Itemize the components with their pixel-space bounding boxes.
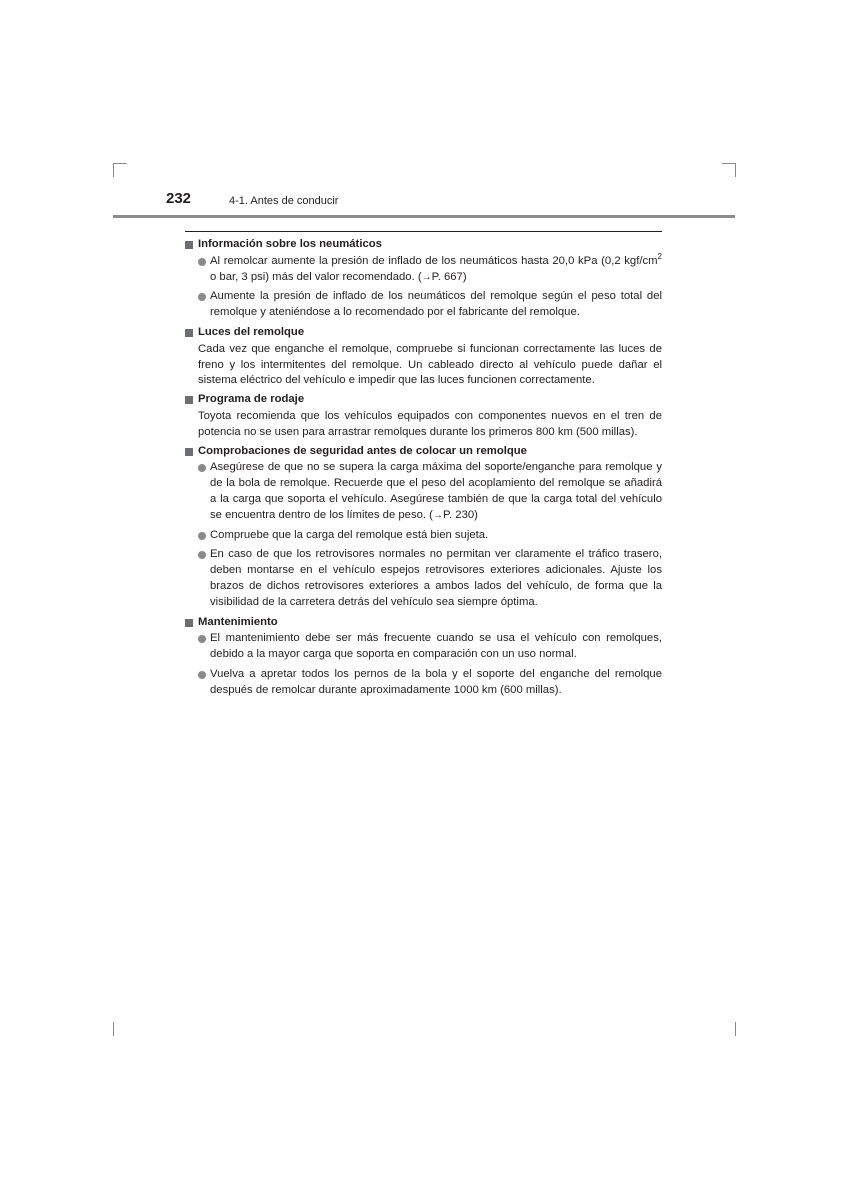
crop-mark-top-left	[113, 163, 127, 164]
crop-mark-top-left	[113, 163, 114, 177]
item-text: Al remolcar aumente la presión de inflado de los neumáticos hasta 20,0 kPa (0,2 kgf/cm	[210, 254, 658, 267]
list-item	[185, 631, 662, 663]
heading-text: Luces del remolque	[198, 325, 305, 338]
list-item	[185, 289, 662, 321]
list-item	[185, 254, 662, 286]
list-item	[185, 667, 662, 699]
square-bullet-icon	[185, 396, 193, 404]
arrow-right-icon: →	[421, 271, 432, 283]
section-heading	[185, 392, 662, 408]
heading-text: Información sobre los neumáticos	[198, 238, 382, 250]
section-tires	[185, 237, 662, 321]
chapter-title: 4-1. Antes de conducir	[229, 195, 339, 207]
section-break-in	[185, 392, 662, 440]
circle-bullet-icon	[198, 671, 206, 679]
section-trailer-lights	[185, 325, 662, 389]
square-bullet-icon	[185, 619, 193, 627]
square-bullet-icon	[185, 448, 193, 456]
circle-bullet-icon	[198, 258, 206, 266]
section-heading	[185, 444, 662, 460]
header-rule	[113, 215, 735, 218]
page-reference-link[interactable]: P. 667)	[431, 270, 467, 283]
item-text: Asegúrese de que no se supera la carga máxima del soporte/enganche para remolque y de la bola de remolque. Recuerde que el peso del acoplamiento del remolque se añadirá a la carga que soporta el vehículo. Asegúrese también de que la carga total del vehículo se encuentra dentro de los límites de peso. (	[210, 461, 662, 521]
circle-bullet-icon	[198, 293, 206, 301]
item-text: En caso de que los retrovisores normales no permitan ver claramente el tráfico trasero, deben montarse en el vehículo espejos retrovisores exteriores adicionales. Ajuste los brazos de dichos retrovisores exteriores a ambos lados del vehículo, de forma que la visibilidad de la carretera detrás del vehículo sea siempre óptima.	[210, 548, 662, 608]
section-maintenance	[185, 615, 662, 699]
page-reference-link[interactable]: P. 230)	[442, 508, 478, 521]
section-heading	[185, 325, 662, 341]
section-safety-checks	[185, 444, 662, 611]
paragraph: Toyota recomienda que los vehículos equipados con componentes nuevos en el tren de potencia no se usen para arrastrar remolques durante los primeros 800 km (500 millas).	[198, 409, 662, 438]
list-item	[185, 547, 662, 610]
content-rule	[185, 231, 662, 232]
page-number: 232	[166, 190, 192, 207]
section-heading	[185, 615, 662, 631]
superscript: 2	[657, 252, 662, 262]
item-text: o bar, 3 psi) más del valor recomendado. (	[210, 270, 422, 283]
heading-text: Mantenimiento	[198, 615, 278, 628]
paragraph: Cada vez que enganche el remolque, compruebe si funcionan correctamente las luces de freno y los intermitentes del remolque. Un cableado directo al vehículo puede dañar el sistema eléctrico del vehículo e impedir que las luces funcionen correctamente.	[198, 342, 662, 387]
square-bullet-icon	[185, 241, 193, 249]
item-text: Compruebe que la carga del remolque está bien sujeta.	[210, 528, 489, 541]
item-text: Aumente la presión de inflado de los neumáticos del remolque según el peso total del remolque y ateniéndose a lo recomendado por el fabricante del remolque.	[210, 290, 662, 319]
section-heading	[185, 237, 662, 253]
circle-bullet-icon	[198, 635, 206, 643]
arrow-right-icon: →	[432, 509, 443, 521]
heading-text: Programa de rodaje	[198, 393, 305, 406]
list-item	[185, 528, 662, 544]
crop-mark-bottom-right	[735, 1022, 736, 1036]
crop-mark-top-right	[722, 163, 736, 164]
item-text: El mantenimiento debe ser más frecuente cuando se usa el vehículo con remolques, debido a la mayor carga que soporta en comparación con un uso normal.	[210, 632, 662, 661]
heading-text: Comprobaciones de seguridad antes de colocar un remolque	[198, 444, 527, 457]
item-text: Vuelva a apretar todos los pernos de la bola y el soporte del enganche del remolque después de remolcar durante aproximadamente 1000 km (600 millas).	[210, 667, 662, 696]
circle-bullet-icon	[198, 532, 206, 540]
list-item	[185, 460, 662, 523]
crop-mark-bottom-left	[113, 1022, 114, 1036]
circle-bullet-icon	[198, 464, 206, 472]
page-content	[185, 237, 662, 703]
crop-mark-top-right	[735, 163, 736, 177]
circle-bullet-icon	[198, 551, 206, 559]
square-bullet-icon	[185, 329, 193, 337]
